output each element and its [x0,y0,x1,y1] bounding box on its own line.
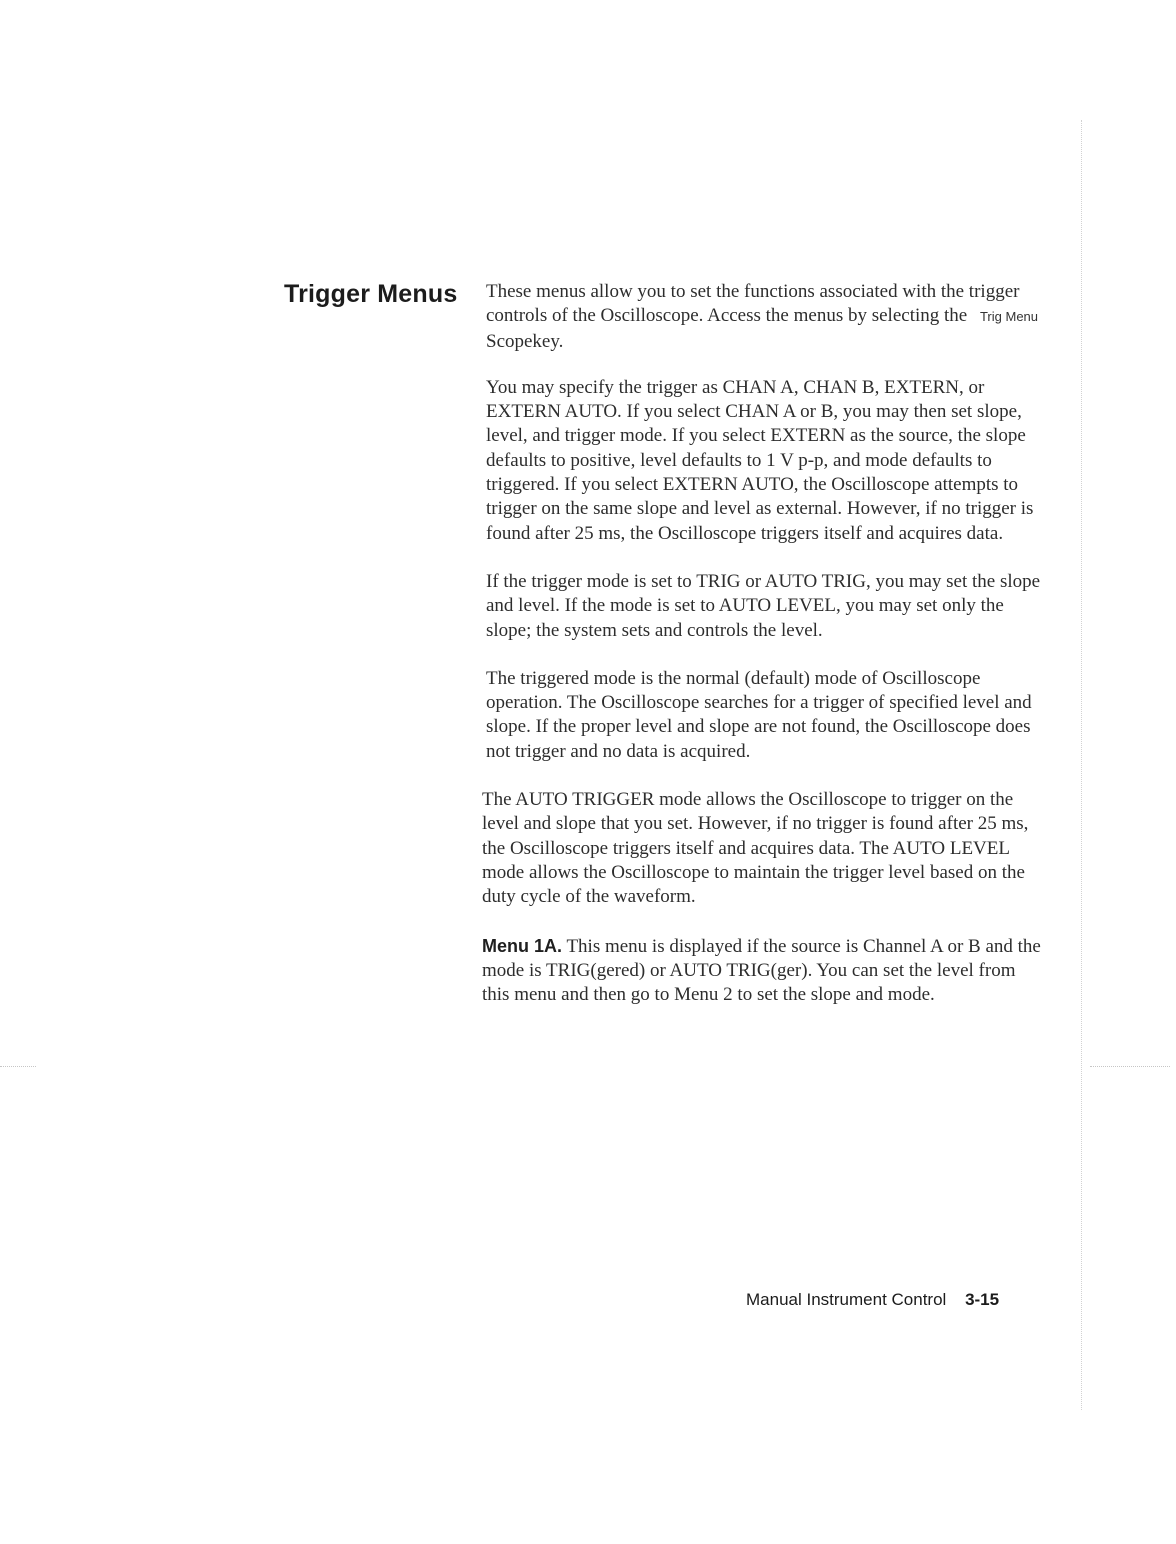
section-heading: Trigger Menus [284,280,458,308]
intro-paragraph: These menus allow you to set the functions associated with the trigger controls of the Oscilloscope. Access the menus by selecting the Trig Menu Scopekey. [486,280,1046,354]
margin-dotted-line [1081,120,1082,1410]
margin-dots [1090,1066,1170,1067]
source-paragraph: You may specify the trigger as CHAN A, CHAN B, EXTERN, or EXTERN AUTO. If you select CHAN A or B, you may then set slope, level, and trigger mode. If you select EXTERN as the source, the slope defaults to positive, level defaults to 1 V p-p, and mode defaults to triggered. If you select EXTERN AUTO, the Oscilloscope attempts to trigger on the same slope and level as external. However, if no trigger is found after 25 ms, the Oscilloscope triggers itself and acquires data. [486,376,1034,544]
margin-dots [0,1066,36,1067]
footer-title: Manual Instrument Control [746,1290,947,1309]
triggered-mode-paragraph: The triggered mode is the normal (default) mode of Oscilloscope operation. The Oscilloscope searches for a trigger of specified level and slope. If the proper level and slope are not found, the Oscilloscope does not trigger and no data is acquired. [486,667,1032,762]
mode-paragraph: If the trigger mode is set to TRIG or AUTO TRIG, you may set the slope and level. If the mode is set to AUTO LEVEL, you may set only the slope; the system sets and controls the level. [486,570,1041,641]
page-number: 3-15 [965,1290,1000,1309]
menu-1a-label: Menu 1A. [482,935,563,956]
page-footer [746,1290,999,1310]
menu-1a-paragraph: Menu 1A. This menu is displayed if the source is Channel A or B and the mode is TRIG(gered) or AUTO TRIG(ger). You can set the level from this menu and then go to Menu 2 to set the slope and mode. [482,935,1041,1006]
body-column [482,280,1046,1031]
trig-menu-key: Trig Menu [979,309,1039,325]
auto-trigger-paragraph: The AUTO TRIGGER mode allows the Oscilloscope to trigger on the level and slope that you set. However, if no trigger is found after 25 ms, the Oscilloscope triggers itself and acquires data. The AUTO LEVEL mode allows the Oscilloscope to maintain the trigger level based on the duty cycle of the waveform. [482,789,1029,908]
